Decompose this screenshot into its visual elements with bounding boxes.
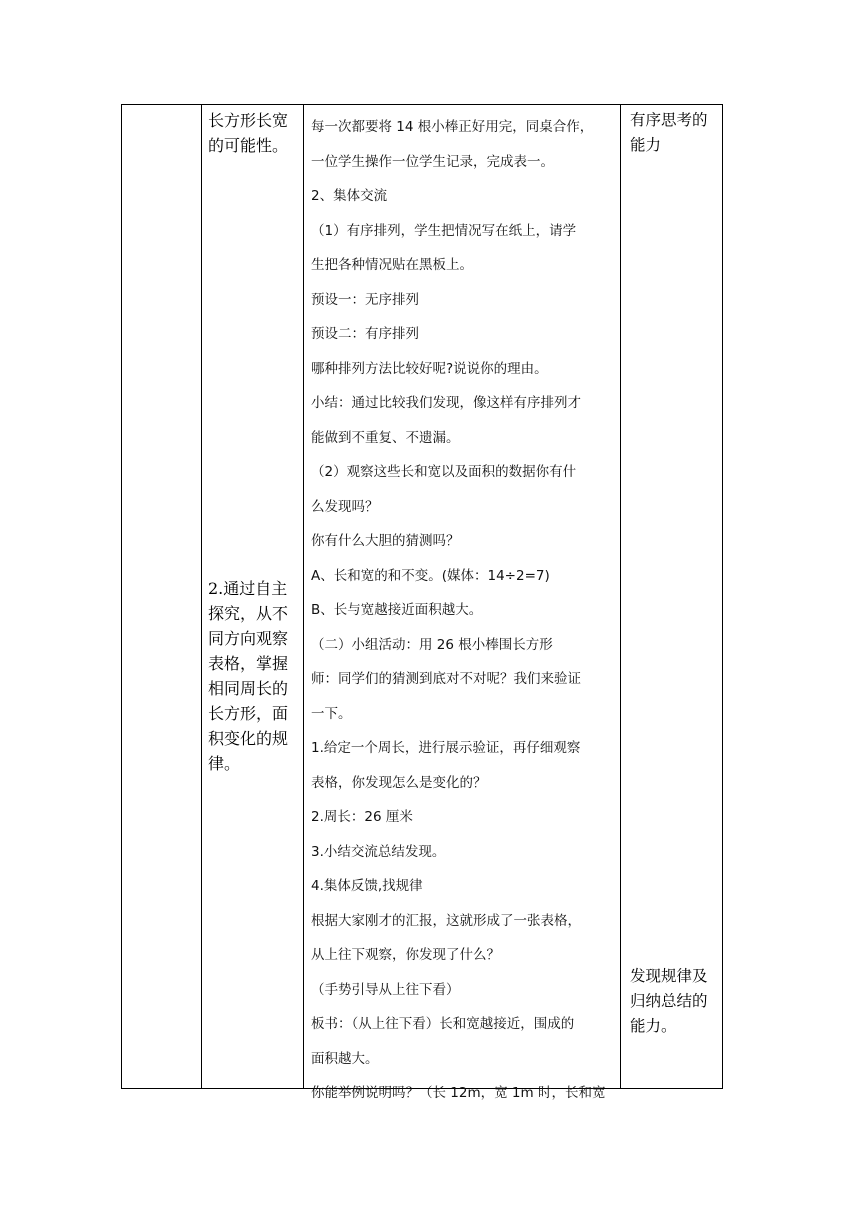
ability-cell-top xyxy=(630,108,718,158)
ability-cell-bottom xyxy=(630,964,718,1039)
ability-line: 能力 xyxy=(630,136,662,154)
column-divider-2 xyxy=(303,104,304,1089)
ability-line: 有序思考的 xyxy=(630,111,708,129)
process-line: 面积越大。 xyxy=(311,1050,379,1067)
process-line: 你有什么大胆的猜测吗？ xyxy=(311,533,460,549)
process-line: 你能举例说明吗？（长 12m，宽 1m 时，长和宽 xyxy=(311,1085,606,1101)
table-right-border xyxy=(722,104,723,1089)
process-line: A、长和宽的和不变。(媒体：14÷2=7) xyxy=(311,567,550,584)
process-line: 师：同学们的猜测到底对不对呢？我们来验证 xyxy=(311,671,581,687)
process-line: 每一次都要将 14 根小棒正好用完，同桌合作， xyxy=(311,119,594,135)
table-top-border xyxy=(121,104,723,105)
objective-line: 长方形长宽 xyxy=(208,111,289,130)
process-line: 2、集体交流 xyxy=(311,188,388,204)
process-line: 从上往下观察，你发现了什么？ xyxy=(311,947,500,963)
lesson-plan-table xyxy=(121,104,723,1101)
ability-line: 能力。 xyxy=(630,1017,677,1035)
objective-line: 2.通过自主 xyxy=(208,579,288,598)
process-line: 哪种排列方法比较好呢?说说你的理由。 xyxy=(311,360,548,377)
objective-line: 律。 xyxy=(208,754,241,773)
process-line: B、长与宽越接近面积越大。 xyxy=(311,602,483,618)
process-line: （手势引导从上往下看） xyxy=(311,981,460,998)
objective-line: 探究，从不 xyxy=(208,604,289,623)
process-line: 能做到不重复、不遗漏。 xyxy=(311,429,460,446)
objective-line: 长方形，面 xyxy=(208,704,289,723)
process-line: 一位学生操作一位学生记录，完成表一。 xyxy=(311,153,554,170)
column-divider-1 xyxy=(201,104,202,1089)
objective-cell-main xyxy=(208,576,296,776)
objective-cell-top xyxy=(208,108,296,158)
process-line: 3.小结交流总结发现。 xyxy=(311,843,446,860)
objective-line: 表格，掌握 xyxy=(208,654,289,673)
process-line: 板书：（从上往下看）长和宽越接近，围成的 xyxy=(311,1016,575,1032)
process-line: 小结：通过比较我们发现，像这样有序排列才 xyxy=(311,395,581,411)
process-line: （二）小组活动：用 26 根小棒围长方形 xyxy=(311,636,553,653)
objective-line: 相同周长的 xyxy=(208,679,289,698)
process-line: 预设一：无序排列 xyxy=(311,291,419,308)
process-line: 根据大家刚才的汇报，这就形成了一张表格， xyxy=(311,912,581,929)
process-line: 预设二：有序排列 xyxy=(311,326,419,342)
objective-line: 同方向观察 xyxy=(208,629,289,648)
ability-line: 归纳总结的 xyxy=(630,992,708,1010)
ability-line: 发现规律及 xyxy=(630,967,708,985)
process-line: （2）观察这些长和宽以及面积的数据你有什 xyxy=(311,464,577,480)
column-divider-3 xyxy=(620,104,621,1089)
table-left-border xyxy=(121,104,122,1089)
process-line: 生把各种情况贴在黑板上。 xyxy=(311,257,473,273)
objective-line: 积变化的规 xyxy=(208,729,289,748)
objective-line: 的可能性。 xyxy=(208,136,289,155)
process-line: 1.给定一个周长，进行展示验证，再仔细观察 xyxy=(311,740,581,756)
process-line: （1）有序排列，学生把情况写在纸上，请学 xyxy=(311,222,577,239)
teaching-process-cell xyxy=(311,110,611,1111)
process-line: 4.集体反馈,找规律 xyxy=(311,878,423,894)
process-line: 一下。 xyxy=(311,705,352,722)
process-line: 2.周长：26 厘米 xyxy=(311,809,413,825)
process-line: 表格，你发现怎么是变化的？ xyxy=(311,774,487,791)
process-line: 么发现吗？ xyxy=(311,498,379,515)
